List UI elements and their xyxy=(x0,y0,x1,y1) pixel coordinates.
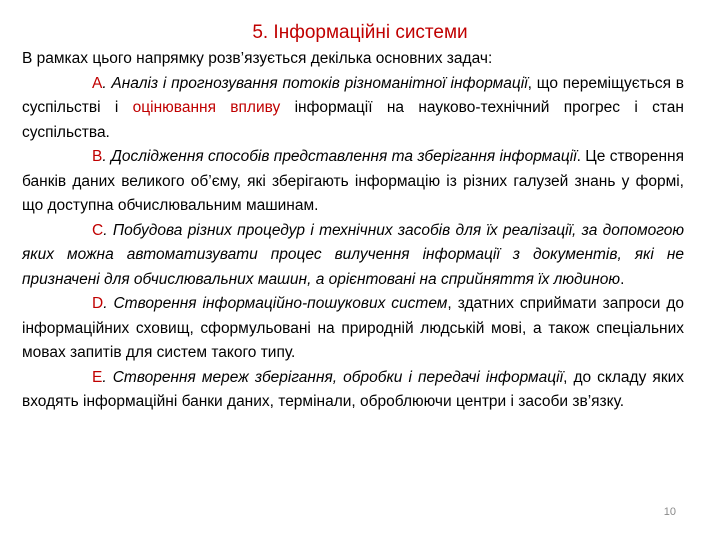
task-title: . Аналіз і прогнозування потоків різноманітної інформації xyxy=(102,74,528,92)
task-letter: C xyxy=(92,221,104,239)
page-number: 10 xyxy=(663,506,676,518)
task-b xyxy=(22,145,684,219)
task-text: , що переміщується в суспільстві і xyxy=(22,74,685,116)
slide-title: 5. Інформаційні системи xyxy=(252,22,468,43)
task-title: . Створення інформаційно-пошукових систем xyxy=(103,295,448,312)
task-e xyxy=(22,366,684,415)
intro-text: В рамках цього напрямку розв’язується декілька основних задач: xyxy=(22,50,493,67)
task-letter: A xyxy=(92,74,103,92)
task-text: . xyxy=(620,270,625,288)
slide-body xyxy=(22,47,684,415)
task-text: інформації на науково-технічний прогрес і стан суспільства. xyxy=(22,99,684,141)
task-title: . Дослідження способів представлення та зберігання інформації xyxy=(102,148,577,165)
task-letter: D xyxy=(92,295,104,312)
task-highlight: оцінювання впливу xyxy=(132,99,281,116)
task-c xyxy=(22,219,684,293)
task-text: , здатних сприймати запроси до інформаційних сховищ, сформульовані на природній людській мові, а також спеціальних мовах запитів для систем такого типу. xyxy=(22,295,684,361)
task-text: , до складу яких входять інформаційні банки даних, термінали, оброблюючи центри і засоби зв’язку. xyxy=(22,368,685,410)
task-text: . Це створення банків даних великого об’єму, які зберігають інформацію із різних галузей знань у формі, що доступна обчислювальним машинам. xyxy=(22,148,684,214)
task-a xyxy=(22,72,684,146)
task-letter: E xyxy=(92,368,103,386)
task-title: . Побудова різних процедур і технічних засобів для їх реалізації, за допомогою яких можна автоматизувати процес вилучення інформації з документів, які не призначені для обчислювальних машин, а орієнтовані на сприйняття їх людиною xyxy=(22,221,684,288)
task-title: . Створення мереж зберігання, обробки і передачі інформації xyxy=(102,368,564,386)
task-letter: B xyxy=(92,148,103,165)
task-d xyxy=(22,292,684,366)
